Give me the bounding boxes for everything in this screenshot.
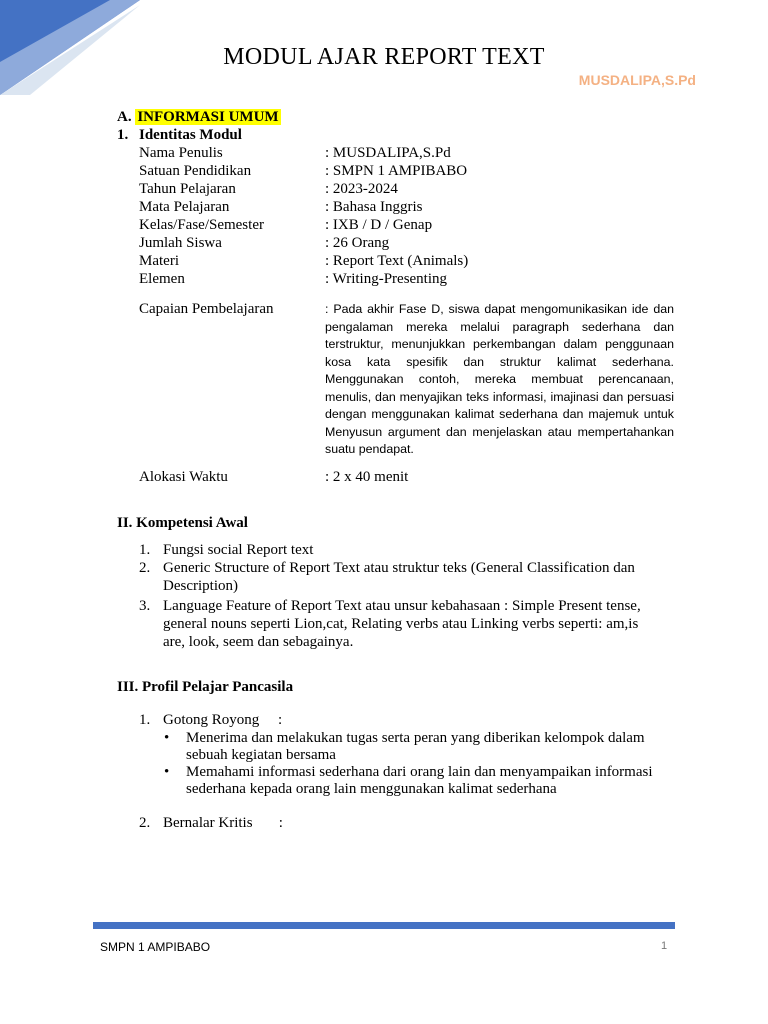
item-number: 1. <box>139 712 151 728</box>
identity-label: Materi <box>139 253 179 269</box>
identity-value: : SMPN 1 AMPIBABO <box>325 163 468 179</box>
item-text-line: Generic Structure of Report Text atau struktur teks (General Classification dan <box>163 560 635 576</box>
item-text-line: general nouns seperti Lion,cat, Relating verbs atau Linking verbs seperti: am,is <box>163 616 639 632</box>
document-title: MODUL AJAR REPORT TEXT <box>223 44 545 70</box>
item-number: 2. <box>139 560 151 576</box>
subsection-identitas <box>117 126 242 144</box>
item-text-line: Description) <box>163 578 238 594</box>
footer-rule <box>93 922 675 929</box>
footer-school: SMPN 1 AMPIBABO <box>100 940 211 954</box>
identity-value: : MUSDALIPA,S.Pd <box>325 145 451 161</box>
section-2-heading: II. Kompetensi Awal <box>117 515 248 531</box>
bullet-text-line: Menerima dan melakukan tugas serta peran yang diberikan kelompok dalam <box>186 730 645 746</box>
section-a-heading <box>117 108 281 126</box>
item-text-line: Language Feature of Report Text atau unsur kebahasaan : Simple Present tense, <box>163 598 641 614</box>
bullet-icon: • <box>164 730 170 746</box>
capaian-label: Capaian Pembelajaran <box>139 301 274 317</box>
capaian-text: : Pada akhir Fase D, siswa dapat mengomunikasikan ide dan pengalaman mereka melalui paragraph sederhana dan terstruktur, menunjukkan perkembangan dalam penggunaan kosa kata spesifik dan struktur kalimat sederhana. Menggunakan contoh, mereka membuat perencanaan, menulis, dan menyajikan teks informasi, imajinasi dan persuasi dengan menggunakan kalimat sederhana dan majemuk untuk Menyusun argument dan menjelaskan atau mempertahankan suatu pendapat. <box>325 302 674 456</box>
identity-label: Kelas/Fase/Semester <box>139 217 264 233</box>
item-text-line: Fungsi social Report text <box>163 542 314 558</box>
identity-value: : IXB / D / Genap <box>325 217 433 233</box>
section-a-title: INFORMASI UMUM <box>137 109 279 125</box>
item-label: Gotong Royong : <box>163 712 283 728</box>
item-number: 1. <box>139 542 151 558</box>
identity-label: Satuan Pendidikan <box>139 163 252 179</box>
identity-value: : Writing-Presenting <box>325 271 448 287</box>
identity-value: : 26 Orang <box>325 235 390 251</box>
item-text-line: are, look, seem dan sebagainya. <box>163 634 354 650</box>
bullet-icon: • <box>164 764 170 780</box>
item-number: 3. <box>139 598 151 614</box>
bullet-text-line: sebuah kegiatan bersama <box>186 747 336 763</box>
author-watermark: MUSDALIPA,S.Pd <box>578 72 696 88</box>
subsection-number: 1. <box>117 127 129 143</box>
bullet-text-line: Memahami informasi sederhana dari orang lain dan menyampaikan informasi <box>186 764 653 780</box>
alokasi-value: : 2 x 40 menit <box>325 469 409 485</box>
identity-value: : Bahasa Inggris <box>325 199 423 215</box>
subsection-title: Identitas Modul <box>139 127 242 143</box>
item-label: Bernalar Kritis : <box>163 815 283 831</box>
identity-label: Tahun Pelajaran <box>139 181 236 197</box>
item-number: 2. <box>139 815 151 831</box>
identity-label: Jumlah Siswa <box>139 235 222 251</box>
identity-label: Elemen <box>139 271 185 287</box>
identity-label: Mata Pelajaran <box>139 199 230 215</box>
identity-value: : 2023-2024 <box>325 181 398 197</box>
section-a-prefix: A. <box>117 109 132 125</box>
bullet-text-line: sederhana kepada orang lain menggunakan kalimat sederhana <box>186 781 557 797</box>
section-3-heading: III. Profil Pelajar Pancasila <box>117 679 294 695</box>
identity-value: : Report Text (Animals) <box>325 253 469 269</box>
alokasi-label: Alokasi Waktu <box>139 469 228 485</box>
page-number: 1 <box>661 940 668 952</box>
identity-label: Nama Penulis <box>139 145 223 161</box>
